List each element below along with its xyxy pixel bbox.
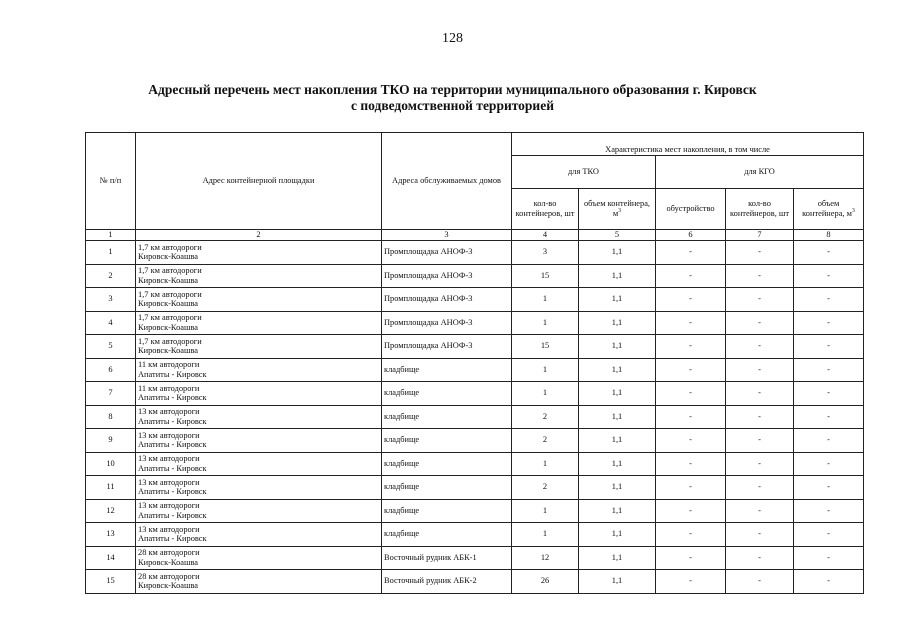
- site-address-line-2: Апатиты - Кировск: [138, 393, 207, 403]
- served-address: кладбище: [382, 499, 512, 523]
- site-address: [136, 476, 382, 500]
- tko-container-count: 3: [512, 241, 579, 265]
- site-address: [136, 429, 382, 453]
- table-row: [86, 523, 864, 547]
- cubic-superscript: 3: [618, 208, 622, 215]
- site-address-line-1: 13 км автодороги: [138, 430, 200, 440]
- site-address-line-2: Кировск-Коашва: [138, 346, 199, 356]
- tko-container-volume: 1,1: [579, 335, 656, 359]
- row-number: 5: [86, 335, 136, 359]
- site-address-line-2: Кировск-Коашва: [138, 275, 199, 285]
- site-address-line-1: 1,7 км автодороги: [138, 336, 202, 346]
- served-address: кладбище: [382, 476, 512, 500]
- kgo-setup: -: [656, 523, 726, 547]
- served-address: Промплощадка АНОФ-3: [382, 264, 512, 288]
- column-number: 3: [382, 230, 512, 241]
- table-row: [86, 429, 864, 453]
- header-tko-volume-text: объем контейнера, м: [583, 199, 651, 218]
- row-number: 7: [86, 382, 136, 406]
- waste-sites-table: [85, 132, 864, 594]
- site-address-line-2: Апатиты - Кировск: [138, 510, 207, 520]
- kgo-container-volume: -: [794, 335, 864, 359]
- header-served: Адреса обслуживаемых домов: [382, 133, 512, 230]
- kgo-container-volume: -: [794, 264, 864, 288]
- tko-container-volume: 1,1: [579, 499, 656, 523]
- table-row: [86, 405, 864, 429]
- kgo-setup: -: [656, 382, 726, 406]
- site-address-line-2: Апатиты - Кировск: [138, 534, 207, 544]
- row-number: 1: [86, 241, 136, 265]
- table-row: [86, 358, 864, 382]
- tko-container-count: 1: [512, 382, 579, 406]
- kgo-setup: -: [656, 499, 726, 523]
- site-address-line-1: 1,7 км автодороги: [138, 313, 202, 323]
- kgo-setup: -: [656, 546, 726, 570]
- site-address-line-1: 28 км автодороги: [138, 571, 200, 581]
- row-number: 6: [86, 358, 136, 382]
- kgo-container-volume: -: [794, 523, 864, 547]
- row-number: 10: [86, 452, 136, 476]
- kgo-container-count: -: [726, 358, 794, 382]
- tko-container-volume: 1,1: [579, 264, 656, 288]
- kgo-container-count: -: [726, 452, 794, 476]
- kgo-container-count: -: [726, 335, 794, 359]
- site-address-line-1: 11 км автодороги: [138, 360, 200, 370]
- tko-container-count: 1: [512, 358, 579, 382]
- kgo-container-count: -: [726, 476, 794, 500]
- table-row: [86, 476, 864, 500]
- tko-container-volume: 1,1: [579, 358, 656, 382]
- served-address: Промплощадка АНОФ-3: [382, 288, 512, 312]
- site-address-line-1: 13 км автодороги: [138, 501, 200, 511]
- site-address-line-1: 13 км автодороги: [138, 454, 200, 464]
- table-row: [86, 452, 864, 476]
- kgo-container-count: -: [726, 382, 794, 406]
- row-number: 4: [86, 311, 136, 335]
- document-title: [0, 82, 905, 114]
- tko-container-count: 15: [512, 335, 579, 359]
- kgo-setup: -: [656, 288, 726, 312]
- site-address: [136, 499, 382, 523]
- kgo-container-count: -: [726, 523, 794, 547]
- served-address: кладбище: [382, 358, 512, 382]
- kgo-container-count: -: [726, 546, 794, 570]
- kgo-container-volume: -: [794, 546, 864, 570]
- kgo-container-count: -: [726, 570, 794, 594]
- kgo-container-count: -: [726, 241, 794, 265]
- site-address: [136, 546, 382, 570]
- kgo-container-volume: -: [794, 452, 864, 476]
- kgo-container-count: -: [726, 429, 794, 453]
- header-kgo-volume: [794, 189, 864, 230]
- kgo-setup: -: [656, 311, 726, 335]
- kgo-container-count: -: [726, 405, 794, 429]
- table-row: [86, 382, 864, 406]
- tko-container-count: 1: [512, 288, 579, 312]
- row-number: 12: [86, 499, 136, 523]
- tko-container-count: 2: [512, 429, 579, 453]
- tko-container-volume: 1,1: [579, 570, 656, 594]
- row-number: 2: [86, 264, 136, 288]
- column-number: 1: [86, 230, 136, 241]
- row-number: 8: [86, 405, 136, 429]
- cubic-superscript: 3: [851, 208, 855, 215]
- site-address: [136, 523, 382, 547]
- kgo-container-volume: -: [794, 241, 864, 265]
- tko-container-volume: 1,1: [579, 523, 656, 547]
- kgo-setup: -: [656, 358, 726, 382]
- site-address-line-1: 1,7 км автодороги: [138, 242, 202, 252]
- site-address: [136, 570, 382, 594]
- page-number: 128: [442, 31, 463, 46]
- kgo-container-volume: -: [794, 358, 864, 382]
- header-address: Адрес контейнерной площадки: [136, 133, 382, 230]
- kgo-container-volume: -: [794, 405, 864, 429]
- column-number: 6: [656, 230, 726, 241]
- tko-container-count: 12: [512, 546, 579, 570]
- row-number: 14: [86, 546, 136, 570]
- served-address: Промплощадка АНОФ-3: [382, 311, 512, 335]
- tko-container-count: 1: [512, 452, 579, 476]
- served-address: кладбище: [382, 382, 512, 406]
- table-row: [86, 570, 864, 594]
- site-address-line-2: Апатиты - Кировск: [138, 369, 207, 379]
- kgo-container-volume: -: [794, 429, 864, 453]
- header-num: № п/п: [86, 133, 136, 230]
- header-kgo-volume-text: объем контейнера, м: [802, 199, 852, 218]
- table-row: [86, 499, 864, 523]
- header-kgo-count: кол-во контейнеров, шт: [726, 189, 794, 230]
- title-line-1: Адресный перечень мест накопления ТКО на территории муниципального образования г. Кировск: [148, 82, 757, 97]
- site-address-line-1: 28 км автодороги: [138, 548, 200, 558]
- header-tko-volume: [579, 189, 656, 230]
- site-address-line-2: Апатиты - Кировск: [138, 463, 207, 473]
- tko-container-count: 2: [512, 476, 579, 500]
- served-address: кладбище: [382, 405, 512, 429]
- table-row: [86, 264, 864, 288]
- site-address-line-2: Апатиты - Кировск: [138, 416, 207, 426]
- tko-container-volume: 1,1: [579, 546, 656, 570]
- row-number: 9: [86, 429, 136, 453]
- table-row: [86, 335, 864, 359]
- tko-container-volume: 1,1: [579, 476, 656, 500]
- tko-container-volume: 1,1: [579, 429, 656, 453]
- column-numbers-row: [86, 230, 864, 241]
- column-number: 5: [579, 230, 656, 241]
- kgo-setup: -: [656, 264, 726, 288]
- kgo-setup: -: [656, 429, 726, 453]
- site-address-line-1: 11 км автодороги: [138, 383, 200, 393]
- kgo-container-count: -: [726, 288, 794, 312]
- kgo-container-volume: -: [794, 311, 864, 335]
- kgo-container-volume: -: [794, 476, 864, 500]
- row-number: 15: [86, 570, 136, 594]
- table-row: [86, 311, 864, 335]
- tko-container-count: 26: [512, 570, 579, 594]
- site-address-line-1: 13 км автодороги: [138, 524, 200, 534]
- site-address: [136, 335, 382, 359]
- header-kgo: для КГО: [656, 156, 864, 189]
- kgo-container-count: -: [726, 311, 794, 335]
- served-address: кладбище: [382, 429, 512, 453]
- tko-container-volume: 1,1: [579, 405, 656, 429]
- kgo-setup: -: [656, 335, 726, 359]
- kgo-setup: -: [656, 241, 726, 265]
- site-address: [136, 241, 382, 265]
- column-number: 4: [512, 230, 579, 241]
- site-address-line-2: Кировск-Коашва: [138, 581, 199, 591]
- header-kgo-setup: обустройство: [656, 189, 726, 230]
- row-number: 3: [86, 288, 136, 312]
- row-number: 11: [86, 476, 136, 500]
- column-number: 2: [136, 230, 382, 241]
- table-row: [86, 546, 864, 570]
- kgo-setup: -: [656, 405, 726, 429]
- site-address: [136, 288, 382, 312]
- kgo-setup: -: [656, 452, 726, 476]
- header-tko-count: кол-во контейнеров, шт: [512, 189, 579, 230]
- tko-container-volume: 1,1: [579, 382, 656, 406]
- row-number: 13: [86, 523, 136, 547]
- kgo-setup: -: [656, 570, 726, 594]
- kgo-setup: -: [656, 476, 726, 500]
- site-address-line-2: Кировск-Коашва: [138, 252, 199, 262]
- kgo-container-volume: -: [794, 288, 864, 312]
- table-row: [86, 241, 864, 265]
- kgo-container-volume: -: [794, 499, 864, 523]
- site-address-line-1: 13 км автодороги: [138, 407, 200, 417]
- site-address: [136, 405, 382, 429]
- site-address-line-2: Кировск-Коашва: [138, 299, 199, 309]
- served-address: Восточный рудник АБК-1: [382, 546, 512, 570]
- site-address-line-1: 1,7 км автодороги: [138, 266, 202, 276]
- title-line-2: с подведомственной территорией: [350, 98, 554, 113]
- site-address: [136, 311, 382, 335]
- site-address-line-2: Апатиты - Кировск: [138, 487, 207, 497]
- kgo-container-volume: -: [794, 570, 864, 594]
- column-number: 7: [726, 230, 794, 241]
- tko-container-volume: 1,1: [579, 288, 656, 312]
- header-characteristics: Характеристика мест накопления, в том числе: [512, 133, 864, 156]
- site-address-line-2: Апатиты - Кировск: [138, 440, 207, 450]
- tko-container-volume: 1,1: [579, 241, 656, 265]
- tko-container-count: 1: [512, 499, 579, 523]
- site-address: [136, 358, 382, 382]
- tko-container-count: 15: [512, 264, 579, 288]
- tko-container-volume: 1,1: [579, 311, 656, 335]
- served-address: Промплощадка АНОФ-3: [382, 335, 512, 359]
- kgo-container-count: -: [726, 499, 794, 523]
- header-tko: для ТКО: [512, 156, 656, 189]
- served-address: кладбище: [382, 452, 512, 476]
- site-address-line-2: Кировск-Коашва: [138, 322, 199, 332]
- site-address: [136, 452, 382, 476]
- tko-container-count: 2: [512, 405, 579, 429]
- tko-container-volume: 1,1: [579, 452, 656, 476]
- kgo-container-volume: -: [794, 382, 864, 406]
- tko-container-count: 1: [512, 523, 579, 547]
- table-row: [86, 288, 864, 312]
- kgo-container-count: -: [726, 264, 794, 288]
- site-address-line-1: 13 км автодороги: [138, 477, 200, 487]
- served-address: Промплощадка АНОФ-3: [382, 241, 512, 265]
- served-address: кладбище: [382, 523, 512, 547]
- site-address-line-2: Кировск-Коашва: [138, 557, 199, 567]
- column-number: 8: [794, 230, 864, 241]
- site-address: [136, 382, 382, 406]
- site-address: [136, 264, 382, 288]
- served-address: Восточный рудник АБК-2: [382, 570, 512, 594]
- tko-container-count: 1: [512, 311, 579, 335]
- site-address-line-1: 1,7 км автодороги: [138, 289, 202, 299]
